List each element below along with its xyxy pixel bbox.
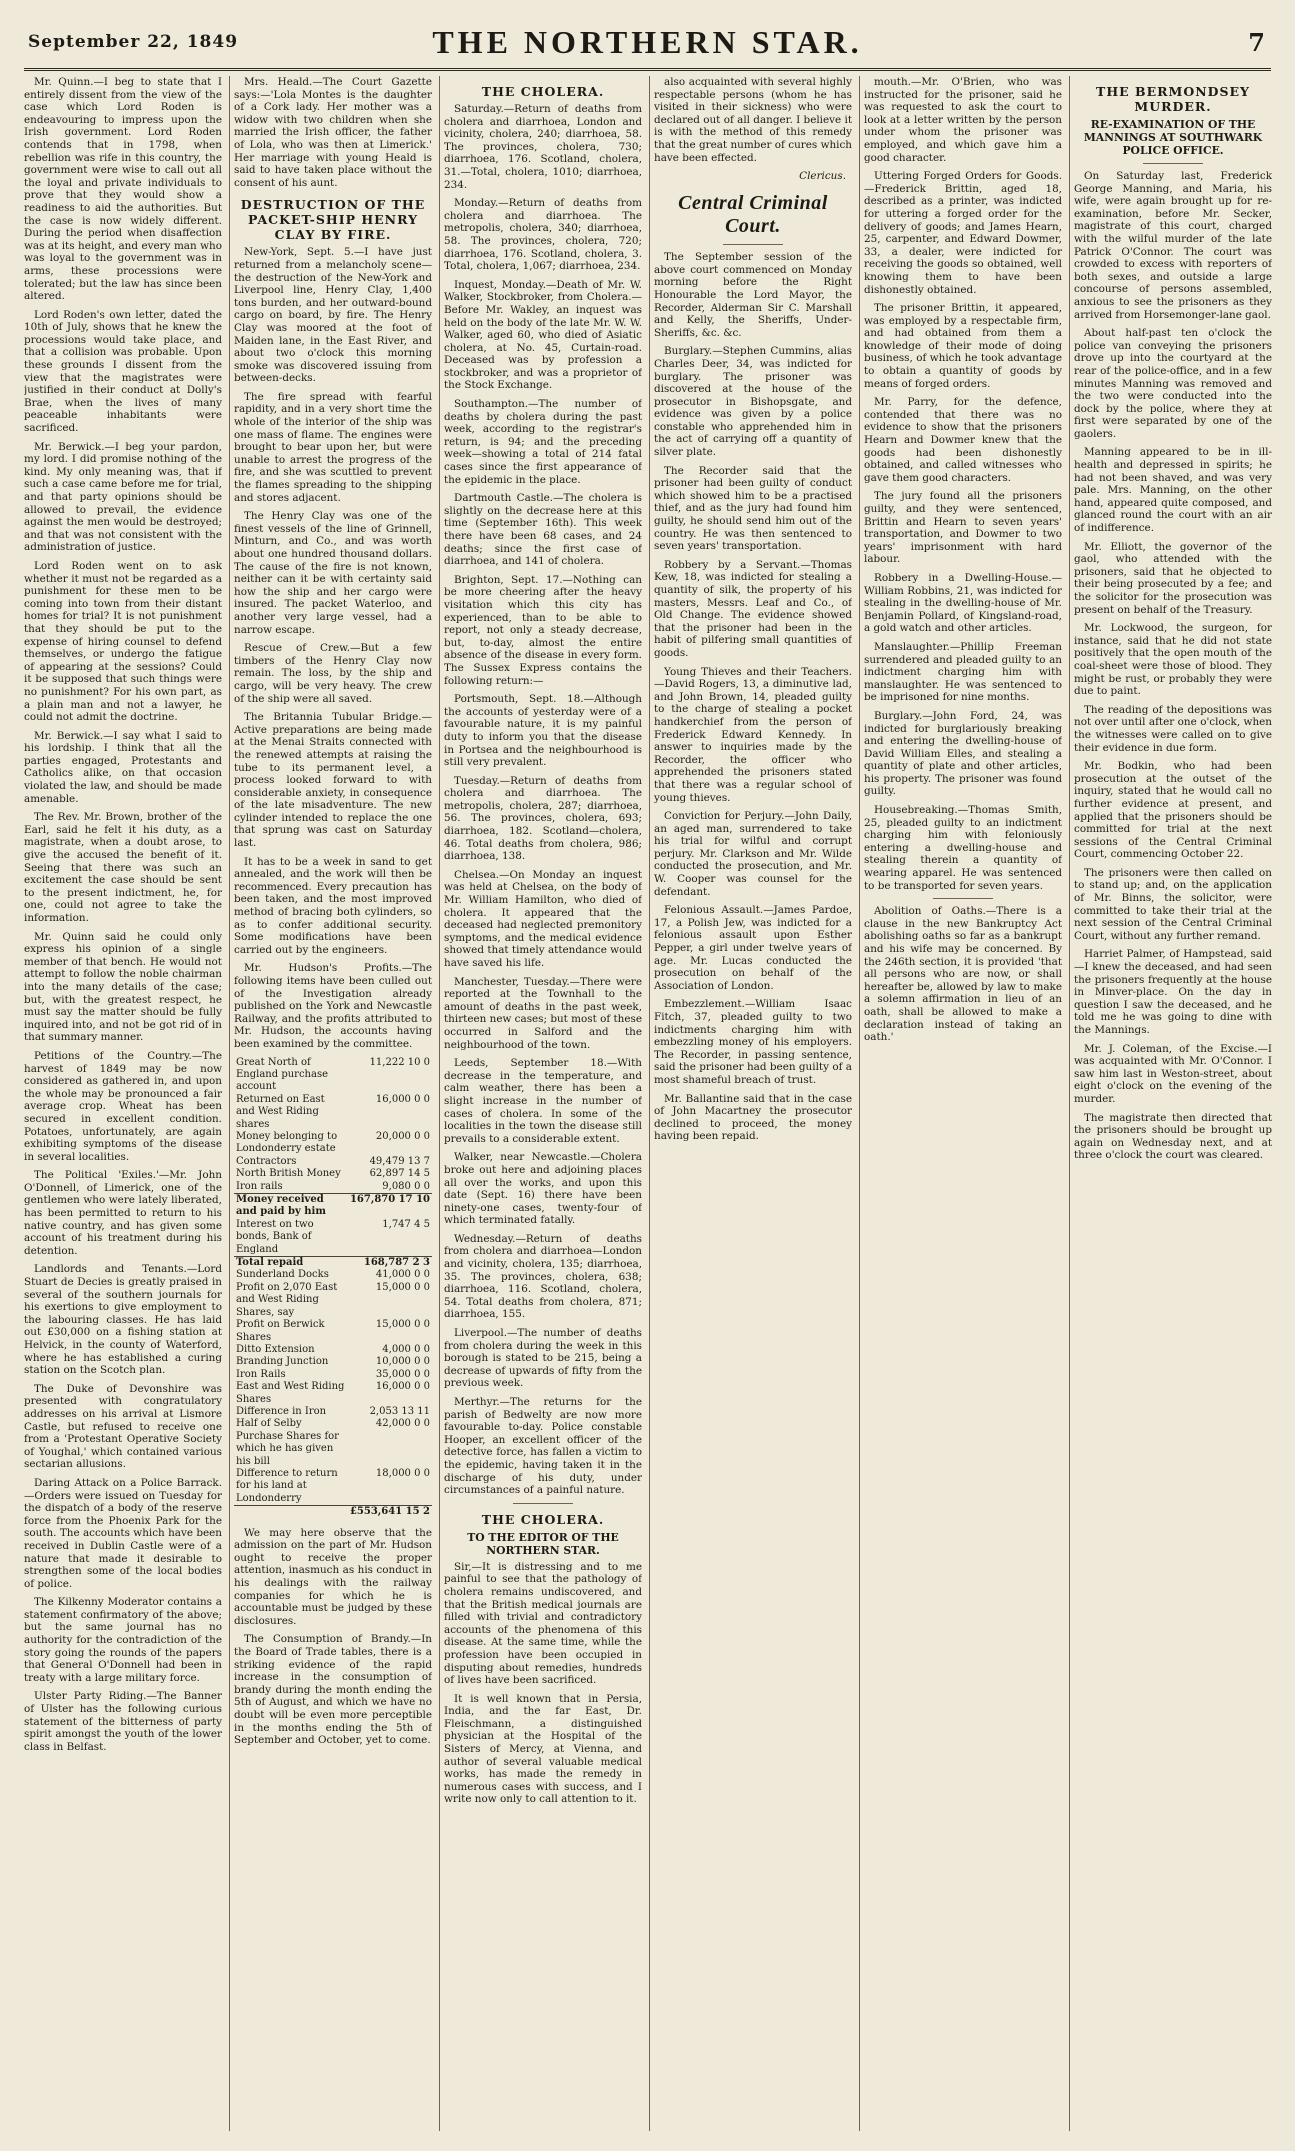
section-heading: THE CHOLERA. (481, 1511, 605, 1527)
article-paragraph: Uttering Forged Orders for Goods.—Frederick Brittin, aged 18, described as a printer, was indicted for uttering a forged order for the delivery of goods; and James Hearn, 25, carpenter, and Edward Dowmer, 33, a dealer, were indicted for receiving the goods so obtained, well knowing them to have been dishonestly obtained. (864, 170, 1062, 296)
article-paragraph: Sir,—It is distressing and to me painful to see that the pathology of cholera remains undiscovered, and that the British medical journals are filled with trivial and contradictory accounts of the phenomena of this disease. At the same time, while the profession have been occupied in disputing about remedies, hundreds of lives have been sacrificed. (444, 1560, 642, 1687)
article-paragraph: Harriet Palmer, of Hampstead, said—I knew the deceased, and had seen the prisoners frequently at the house in Minver-place. On the day in question I saw the deceased, and he told me he was going to dine with the Mannings. (1074, 948, 1272, 1036)
account-item-amount: 10,000 0 0 (375, 1356, 430, 1368)
article-paragraph: The Kilkenny Moderator contains a statement confirmatory of the above; but the same journal has no authority for the contradiction of the story going the rounds of the papers that General O'Donnell had been in treaty with a large military force. (24, 1596, 222, 1684)
page-number: 7 (1248, 28, 1265, 57)
article-paragraph: Chelsea.—On Monday an inquest was held at Chelsea, on the body of Mr. William Hamilton, who died of cholera. It appeared that the deceased had neglected premonitory symptoms, and the medical evidence showed that timely attendance would have saved his life. (444, 868, 642, 969)
article-paragraph: It is well known that in Persia, India, and the far East, Dr. Fleischmann, a distinguished physician at the Hospital of the Sisters of Mercy, at Vienna, and author of several valuable medical works, has made the remedy in numerous cases with success, and I write now only to call attention to it. (444, 1692, 642, 1806)
issue-date: September 22, 1849 (28, 32, 239, 52)
account-row (234, 1219, 432, 1257)
account-row (234, 1468, 432, 1506)
account-item-amount: 15,000 0 0 (375, 1281, 430, 1293)
account-row (234, 1344, 432, 1356)
article-paragraph: Lord Roden's own letter, dated the 10th of July, shows that he knew the processions would take place, and that a collision was probable. Upon these grounds I dissent from the view that the magistrates were justified in their conduct at Dolly's Brae, when the lives of many peaceable inhabitants were sacrificed. (24, 308, 222, 435)
account-item-amount: 1,747 4 5 (382, 1218, 430, 1230)
article-paragraph: Abolition of Oaths.—There is a clause in the new Bankruptcy Act abolishing oaths so far as a bankrupt and his wife may be concerned. By the 246th section, it is provided 'that all persons who are now, or shall hereafter be, allowed by law to make a solemn affirmation in lieu of an oath, shall be allowed to make a declaration instead of taking an oath.' (864, 905, 1062, 1044)
account-item-amount: 4,000 0 0 (382, 1343, 430, 1355)
account-item-amount: 15,000 0 0 (375, 1319, 430, 1331)
article-paragraph: Merthyr.—The returns for the parish of Bedwelty are now more favourable to-day. Police constable Hooper, an excellent officer of the detective force, has fallen a victim to the epidemic, having taken it in the discharge of his duty, under circumstances of a painful nature. (444, 1396, 642, 1497)
article-paragraph: Tuesday.—Return of deaths from cholera and diarrhoea. The metropolis, cholera, 287; diarrhoea, 56. The provinces, cholera, 693; diarrhoea, 182. Scotland—cholera, 46. Total deaths from cholera, 986; diarrhoea, 138. (444, 774, 642, 863)
account-item-amount: 20,000 0 0 (375, 1131, 430, 1142)
article-paragraph: Mr. Berwick.—I say what I said to his lordship. I think that all the parties engaged, Protestants and Catholics alike, on that occasion violated the law, and should be made amenable. (24, 729, 222, 805)
column-3 (444, 76, 642, 2131)
account-row (234, 1181, 432, 1194)
article-paragraph: Brighton, Sept. 17.—Nothing can be more cheering after the heavy visitation which this city has experienced, than to be able to report, not only a steady decrease, but, to-day, almost the entire absence of the disease in every form. The Sussex Express contains the following return:— (444, 573, 642, 687)
article-paragraph: Mrs. Heald.—The Court Gazette says:—'Lola Montes is the daughter of a Cork lady. Her mother was a widow with two children when she married the Irish officer, the father of Lola, who was then at Limerick.' Her marriage with young Heald is said to have taken place without the consent of his aunt. (234, 76, 432, 189)
account-item-label: Interest on two bonds, Bank of England (236, 1218, 314, 1255)
account-item-label: North British Money (236, 1168, 341, 1180)
divider (1143, 163, 1203, 164)
account-item-label: Branding Junction (236, 1356, 329, 1368)
account-row (234, 1418, 432, 1468)
column-2 (234, 76, 432, 2131)
account-item-amount: 11,222 10 0 (369, 1056, 430, 1068)
article-paragraph: Young Thieves and their Teachers.—David Rogers, 13, a diminutive lad, and John Brown, 14, pleaded guilty to the charge of stealing a pocket handkerchief from the person of Frederick Edward Kennedy. In answer to inquiries made by the Recorder, the officer who apprehended the prisoners stated that there was a regular school of young thieves. (654, 665, 852, 804)
account-item-label: Sunderland Docks (236, 1269, 329, 1281)
article-paragraph: Burglary.—John Ford, 24, was indicted for burglariously breaking and entering the dwelling-house of David William Elles, and stealing a quantity of plate and other articles, his property. The prisoner was found guilty. (864, 709, 1062, 798)
account-item-label: Profit on 2,070 East and West Riding Shares, say (236, 1281, 338, 1318)
article-paragraph: Felonious Assault.—James Pardoe, 17, a Polish Jew, was indicted for a felonious assault upon Esther Pepper, a girl under twelve years of age. Mr. Lucas conducted the prosecution on behalf of the Association of London. (654, 904, 852, 992)
account-item-amount: 9,080 0 0 (382, 1180, 430, 1192)
article-paragraph: Rescue of Crew.—But a few timbers of the Henry Clay now remain. The loss, by the ship and cargo, will be very heavy. The crew of the ship were all saved. (234, 642, 432, 705)
account-row (234, 1094, 432, 1131)
article-paragraph: The Britannia Tubular Bridge.—Active preparations are being made at the Menai Straits connected with the renewed attempts at raising the tube to its permanent level, a process looked forward to with considerable anxiety, in consequence of the late misadventure. The new cylinder intended to replace the one that sprung was cast on Saturday last. (234, 711, 432, 850)
account-item-label: Ditto Extension (236, 1343, 315, 1355)
article-paragraph: Daring Attack on a Police Barrack.—Orders were issued on Tuesday for the dispatch of a body of the reserve force from the Phoenix Park for the south. The accounts which have been received in Dublin Castle were of a nature that made it desirable to strengthen some of the local bodies of police. (24, 1476, 222, 1590)
account-item-amount: 16,000 0 0 (375, 1093, 430, 1105)
article-paragraph: Portsmouth, Sept. 18.—Although the accounts of yesterday were of a favourable nature, it is my painful duty to inform you that the disease in Portsea and the neighbourhood is still very prevalent. (444, 693, 642, 769)
account-row (234, 1282, 432, 1319)
article-paragraph: Saturday.—Return of deaths from cholera and diarrhoea, London and vicinity, cholera, 240; diarrhoea, 58. The provinces, cholera, 730; diarrhoea, 176. Scotland, cholera, 31.—Total, cholera, 1010; diarrhoea, 234. (444, 103, 642, 191)
article-paragraph: also acquainted with several highly respectable persons (whom he has visited in their sickness) who were declared out of all danger. I believe it is with the method of this remedy that the great number of cures which have been effected. (654, 76, 852, 164)
article-paragraph: Mr. Quinn.—I beg to state that I entirely dissent from the view of the case which Lord Roden is endeavouring to impress upon the Irish government. Lord Roden contends that in 1798, when rebellion was rife in this country, the government were wise to call out all the loyal and private individuals to prove that they would show a readiness to aid the authorities. But the case is now widely different. During the period when disaffection was at its height, and every man who was loyal to the government was in arms, these processions were tolerated; but the law has since been altered. (24, 76, 222, 303)
account-row (234, 1057, 432, 1094)
column-1 (24, 76, 222, 2131)
account-item-label: Iron Rails (236, 1368, 286, 1380)
account-item-label: Half of Selby Purchase Shares for which he has given his bill (236, 1418, 339, 1467)
account-row (234, 1319, 432, 1344)
account-row (234, 1369, 432, 1381)
account-row (234, 1269, 432, 1281)
article-paragraph: Monday.—Return of deaths from cholera and diarrhoea. The metropolis, cholera, 340; diarrhoea, 58. The provinces, cholera, 720; diarrhoea, 176. Scotland, cholera, 3. Total, cholera, 1,067; diarrhoea, 234. (444, 197, 642, 273)
article-paragraph: The Duke of Devonshire was presented with congratulatory addresses on his arrival at Lismore Castle, but refused to receive one from a 'Protestant Operative Society of Youghal,' which contained various sectarian allusions. (24, 1382, 222, 1471)
account-total-label: Total repaid (234, 1257, 348, 1270)
article-paragraph: Liverpool.—The number of deaths from cholera during the week in this borough is stated to be 215, being a decrease of upwards of fifty from the previous week. (444, 1327, 642, 1390)
article-paragraph: Mr. J. Coleman, of the Excise.—I was acquainted with Mr. O'Connor. I saw him last in Weston-street, about eight o'clock on the evening of the murder. (1074, 1042, 1272, 1105)
column-rule (1069, 76, 1070, 2131)
account-item-label: Difference to return for his land at Londonderry (236, 1467, 338, 1504)
article-paragraph: Walker, near Newcastle.—Cholera broke out here and adjoining places all over the works, and upon this date (Sept. 16) there have been ninety-one cases, twenty-four of which terminated fatally. (444, 1151, 642, 1227)
account-item-amount: 16,000 0 0 (375, 1381, 430, 1393)
article-paragraph: Southampton.—The number of deaths by cholera during the past week, according to the registrar's return, is 94; and the preceding week—showing a total of 214 fatal cases since the first appearance of the epidemic in the place. (444, 398, 642, 486)
article-paragraph: Manchester, Tuesday.—There were reported at the Townhall to the amount of deaths in the past week, thirteen new cases; but most of these occurred in Salford and the neighbourhood of the town. (444, 975, 642, 1051)
article-paragraph: Mr. Quinn said he could only express his opinion of a single member of that bench. He would not attempt to follow the noble chairman into the many details of the case; but, with the greatest respect, he must say the matter should be fully inquired into, and not be got rid of in that summary manner. (24, 930, 222, 1044)
column-rule (439, 76, 440, 2131)
article-paragraph: Lord Roden went on to ask whether it must not be regarded as a punishment for these men to be coming into town from their distant homes for trial? It is not punishment that they should be put to the expense of hiring counsel to defend themselves, or undergo the fatigue of appearing at the sessions? Could it be supposed that such things were no punishment? For his own part, as a plain man and not a lawyer, he could not admit the doctrine. (24, 559, 222, 724)
article-paragraph: Mr. Lockwood, the surgeon, for instance, said that he did not state positively that the open mouth of the coal-sheet were those of blood. They might be rust, or probably they were due to paint. (1074, 622, 1272, 698)
account-item-label: Money belonging to Londonderry estate (236, 1131, 338, 1155)
section-subheading: RE-EXAMINATION OF THE MANNINGS AT SOUTHWARK POLICE OFFICE. (1083, 118, 1263, 157)
article-paragraph: The Recorder said that the prisoner had been guilty of conduct which showed him to be a practised thief, and as the jury had found him guilty, he should send him out of the country. He was then sentenced to seven years' transportation. (654, 464, 852, 553)
article-paragraph: The September session of the above court commenced on Monday morning before the Right Honourable the Lord Mayor, the Recorder, Alderman Sir C. Marshall and Kelly, the Sheriffs, Under-Sheriffs, &c. &c. (654, 251, 852, 339)
account-item-label: Great North of England purchase account (236, 1056, 328, 1093)
article-paragraph: Mr. Elliott, the governor of the gaol, who attended with the prisoners, said that he objected to their being prosecuted by a fee; and the solicitor for the prosecution was present on behalf of the Treasury. (1074, 540, 1272, 616)
article-paragraph: The Political 'Exiles.'—Mr. John O'Donnell, of Limerick, one of the gentlemen who were lately liberated, has been permitted to return to his native country, and has given some account of his treatment during his detention. (24, 1169, 222, 1257)
newspaper-title: THE NORTHERN STAR. (432, 24, 863, 60)
article-paragraph: About half-past ten o'clock the police van conveying the prisoners drove up into the courtyard at the rear of the police-office, and in a few minutes Manning was removed and the two were conducted into the dock by the police, where they at first were separated by one of the gaolers. (1074, 327, 1272, 440)
account-total-label: Money received and paid by him (234, 1194, 348, 1219)
article-paragraph: The jury found all the prisoners guilty, and they were sentenced, Brittin and Hearn to seven years' transportation, and Dowmer to two years' imprisonment with hard labour. (864, 490, 1062, 566)
account-total-amount: 168,787 2 3 (348, 1257, 432, 1270)
article-paragraph: Robbery in a Dwelling-House.—William Robbins, 21, was indicted for stealing in the dwelling-house of Mr. Benjamin Pollard, of Kingsland-road, a gold watch and other articles. (864, 571, 1062, 635)
article-paragraph: The Henry Clay was one of the finest vessels of the line of Grinnell, Minturn, and Co., and was worth about one hundred thousand dollars. The cause of the fire is not known, neither can it be with certainty said how the ship and her cargo were insured. The packet Waterloo, and another very large vessel, had a narrow escape. (234, 510, 432, 636)
article-paragraph: Wednesday.—Return of deaths from cholera and diarrhoea—London and vicinity, cholera, 135; diarrhoea, 35. The provinces, cholera, 638; diarrhoea, 116. Scotland, cholera, 54. Total deaths from cholera, 871; diarrhoea, 155. (444, 1232, 642, 1321)
account-total-amount: 167,870 17 10 (348, 1194, 432, 1219)
article-paragraph: New-York, Sept. 5.—I have just returned from a melancholy scene—the destruction of the New-York and Liverpool line, Henry Clay, 1,400 tons burden, and her outward-bound cargo on board, by fire. The Henry Clay was moored at the foot of Maiden lane, in the East River, and about two o'clock this morning smoke was discovered issuing from between-decks. (234, 246, 432, 385)
article-paragraph: mouth.—Mr. O'Brien, who was instructed for the prisoner, said he was requested to ask the court to look at a letter written by the person under whom the prisoner was employed, and which gave him a good character. (864, 76, 1062, 164)
divider (513, 1503, 573, 1504)
article-paragraph: Leeds, September 18.—With decrease in the temperature, and calm weather, there has been a slight increase in the number of cases of cholera. In some of the localities in the town the disease still prevails to a considerable extent. (444, 1057, 642, 1145)
column-area (24, 76, 1271, 2136)
account-grand-total: £553,641 15 2 (349, 1506, 430, 1518)
account-item-label: Returned on East and West Riding shares (236, 1093, 325, 1130)
article-paragraph: Mr. Hudson's Profits.—The following items have been culled out of the Investigation already published on the York and Newcastle Railway, and the profits attributed to Mr. Hudson, the accounts having been examined by the committee. (234, 962, 432, 1050)
column-rule (649, 76, 650, 2131)
account-item-amount: 41,000 0 0 (375, 1269, 430, 1281)
article-paragraph: Manslaughter.—Phillip Freeman surrendered and pleaded guilty to an indictment charging him with manslaughter. He was sentenced to be imprisoned for nine months. (864, 640, 1062, 704)
article-paragraph: Landlords and Tenants.—Lord Stuart de Decies is greatly praised in several of the southern journals for his exertions to give employment to the labouring classes. He has laid out £30,000 on a fishing station at Helvick, in the county of Waterford, where he has established a curing station on the Scotch plan. (24, 1263, 222, 1377)
article-paragraph: Housebreaking.—Thomas Smith, 25, pleaded guilty to an indictment charging him with feloniously entering a dwelling-house and stealing therein a quantity of wearing apparel. He was sentenced to be transported for seven years. (864, 804, 1062, 892)
article-paragraph: Mr. Berwick.—I beg your pardon, my lord. I did promise nothing of the kind. My only meaning was, that if such a case came before me for trial, and that party opinions should be allowed to prevail, the evidence against the men would be destroyed; and that was not consistent with the administration of justice. (24, 440, 222, 554)
account-item-amount: 2,053 13 11 (369, 1405, 430, 1417)
account-item-label: East and West Riding Shares (236, 1381, 345, 1405)
account-row (234, 1156, 432, 1168)
article-paragraph: Conviction for Perjury.—John Daily, an aged man, surrendered to take his trial for wilful and corrupt perjury. Mr. Clarkson and Mr. Wilde conducted the prosecution, and Mr. W. Cooper was counsel for the defendant. (654, 810, 852, 898)
account-item-amount: 42,000 0 0 (375, 1418, 430, 1430)
article-paragraph: The prisoners were then called on to stand up; and, on the application of Mr. Binns, the solicitor, were committed to take their trial at the next session of the Central Criminal Court, without any further remand. (1074, 866, 1272, 942)
account-item-amount: 35,000 0 0 (375, 1368, 430, 1380)
account-row (234, 1381, 432, 1406)
account-item-label: Profit on Berwick Shares (236, 1319, 325, 1343)
column-6 (1074, 76, 1272, 2131)
article-paragraph: Mr. Parry, for the defence, contended that there was no evidence to show that the prisoners Hearn and Dowmer knew that the goods had been dishonestly obtained, and called witnesses who gave them good characters. (864, 396, 1062, 484)
article-paragraph: It has to be a week in sand to get annealed, and the work will then be recommenced. Every precaution has been taken, and the most improved method of bracing both cylinders, so as to confer additional security. Some modifications have been carried out by the engineers. (234, 855, 432, 956)
account-item-amount: 49,479 13 7 (369, 1155, 430, 1167)
article-paragraph: Mr. Ballantine said that in the case of John Macartney the prosecutor declined to proceed, the money having been repaid. (654, 1092, 852, 1143)
article-paragraph: Ulster Party Riding.—The Banner of Ulster has the following curious statement of the bitterness of party spirit amongst the youth of the lower class in Belfast. (24, 1690, 222, 1753)
article-paragraph: Manning appeared to be in ill-health and depressed in spirits; he had not been shaved, and was very pale. Mrs. Manning, on the other hand, appeared quite composed, and glanced round the court with an air of indifference. (1074, 446, 1272, 535)
column-rule (859, 76, 860, 2131)
divider (933, 898, 993, 899)
section-heading: DESTRUCTION OF THE PACKET-SHIP HENRY CLAY BY FIRE. (240, 197, 426, 243)
column-5 (864, 76, 1062, 2131)
column-rule (229, 76, 230, 2131)
article-paragraph: Robbery by a Servant.—Thomas Kew, 18, was indicted for stealing a quantity of silk, the property of his masters, Messrs. Leaf and Co., of Old Change. The evidence showed that the prisoner had been in the habit of pilfering small quantities of goods. (654, 558, 852, 659)
column-4 (654, 76, 852, 2131)
article-paragraph: Burglary.—Stephen Cummins, alias Charles Deer, 34, was indicted for burglary. The prisoner was discovered at the house of the prosecutor in Bishopsgate, and evidence was given by a police constable who apprehended him in the act of carrying off a quantity of silver plate. (654, 345, 852, 459)
account-item-label: Contractors (236, 1155, 297, 1167)
letter-signature: Clericus. (799, 170, 846, 183)
account-item-amount: 62,897 14 5 (369, 1168, 430, 1180)
account-item-label: Difference in Iron (236, 1405, 327, 1417)
article-paragraph: The fire spread with fearful rapidity, and in a very short time the whole of the interior of the ship was one mass of flame. The engines were brought to bear upon her, but were unable to arrest the progress of the fire, and she was scuttled to prevent the flames spreading to the shipping and stores adjacent. (234, 390, 432, 504)
article-paragraph: The prisoner Brittin, it appeared, was employed by a respectable firm, and had obtained from them a knowledge of their mode of doing business, of which he took advantage to obtain a quantity of goods by means of forged orders. (864, 302, 1062, 390)
article-paragraph: Embezzlement.—William Isaac Fitch, 37, pleaded guilty to two indictments charging him with embezzling money of his employers. The Recorder, in passing sentence, said the prisoner had been guilty of a most shameful breach of trust. (654, 998, 852, 1086)
masthead (24, 18, 1271, 71)
account-row (234, 1131, 432, 1156)
letter-address: TO THE EDITOR OF THE NORTHERN STAR. (467, 1530, 619, 1557)
account-item-label: Iron rails (236, 1180, 283, 1192)
article-paragraph: Dartmouth Castle.—The cholera is slightly on the decrease here at this time (September 16th). This week there have been 68 cases, and 24 deaths; since the first case of diarrhoea, and 141 of cholera. (444, 492, 642, 568)
account-row (234, 1356, 432, 1368)
account-row (234, 1168, 432, 1180)
article-paragraph: The reading of the depositions was not over until after one o'clock, when the witnesses were called on to give their evidence in due form. (1074, 703, 1272, 754)
section-heading: THE CHOLERA. (481, 84, 605, 99)
section-heading: THE BERMONDSEY MURDER. (1096, 84, 1250, 114)
article-paragraph: We may here observe that the admission on the part of Mr. Hudson ought to receive the proper attention, inasmuch as his conduct in his dealings with the railway companies for which he is accountable must be judged by these disclosures. (234, 1526, 432, 1627)
account-item-amount: 18,000 0 0 (375, 1467, 430, 1479)
article-paragraph: On Saturday last, Frederick George Manning, and Maria, his wife, were again brought up for re-examination, before Mr. Secker, magistrate of this court, charged with the wilful murder of the late Patrick O'Connor. The court was crowded to excess with reporters of both sexes, and outside a large concourse of persons assembled, anxious to see the prisoners as they arrived from Horsemonger-lane gaol. (1074, 170, 1272, 321)
article-paragraph: Mr. Bodkin, who had been prosecution at the outset of the inquiry, stated that he would call no further evidence at present, and applied that the prisoners should be committed for trial at the next sessions of the Central Criminal Court, commencing October 22. (1074, 760, 1272, 861)
section-heading: Central Criminal Court. (678, 192, 828, 238)
hudson-account-table (234, 1057, 432, 1519)
article-paragraph: Inquest, Monday.—Death of Mr. W. Walker, Stockbroker, from Cholera.—Before Mr. Wakley, an inquest was held on the body of the late Mr. W. W. Walker, aged 60, who died of Asiatic cholera, at No. 45, Curtain-road. Deceased was by profession a stockbroker, and was a proprietor of the Stock Exchange. (444, 278, 642, 392)
account-row (234, 1406, 432, 1418)
divider (723, 244, 783, 245)
article-paragraph: The Consumption of Brandy.—In the Board of Trade tables, there is a striking evidence of the rapid increase in the consumption of brandy during the month ending the 5th of August, and which we have no doubt will be even more perceptible in the months ending the 5th of September and October, yet to come. (234, 1633, 432, 1747)
article-paragraph: The magistrate then directed that the prisoners should be brought up again on Wednesday next, and at three o'clock the court was cleared. (1074, 1111, 1272, 1162)
article-paragraph: Petitions of the Country.—The harvest of 1849 may be now considered as gathered in, and upon the whole may be pronounced a fair average crop. Wheat has been secured in excellent condition. Potatoes, unfortunately, are again exhibiting symptoms of the disease in several localities. (24, 1049, 222, 1163)
article-paragraph: The Rev. Mr. Brown, brother of the Earl, said he felt it his duty, as a magistrate, when a doubt arose, to give the accused the benefit of it. Seeing that there was such an excitement the case should be sent to the present indictment, he, for one, could not agree to take the information. (24, 811, 222, 924)
